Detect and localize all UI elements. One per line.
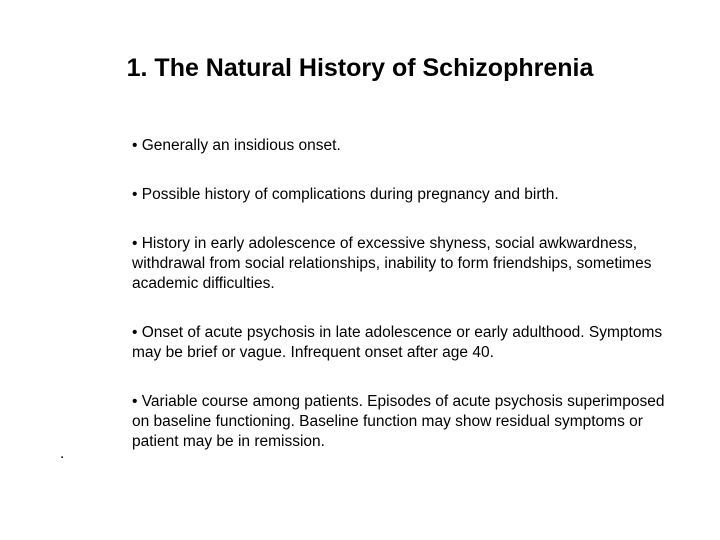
bullet-pregnancy-complications: • Possible history of complications during pregnancy and birth. [132,186,559,203]
bullet-acute-psychosis-onset: • Onset of acute psychosis in late adolescence or early adulthood. Symptoms may be brief or vague. Infrequent onset after age 40. [132,324,663,361]
bullet-list [132,136,672,452]
bullet-insidious-onset: • Generally an insidious onset. [132,137,341,154]
stray-dot-mark: . [60,445,65,462]
bullet-variable-course: • Variable course among patients. Episodes of acute psychosis superimposed on baseline functioning. Baseline function may show residual symptoms or patient may be in remission. [132,393,665,450]
slide-title: 1. The Natural History of Schizophrenia [126,54,594,82]
bullet-early-adolescence-history: • History in early adolescence of excessive shyness, social awkwardness, withdrawal from social relationships, inability to form friendships, sometimes academic difficulties. [132,235,652,292]
